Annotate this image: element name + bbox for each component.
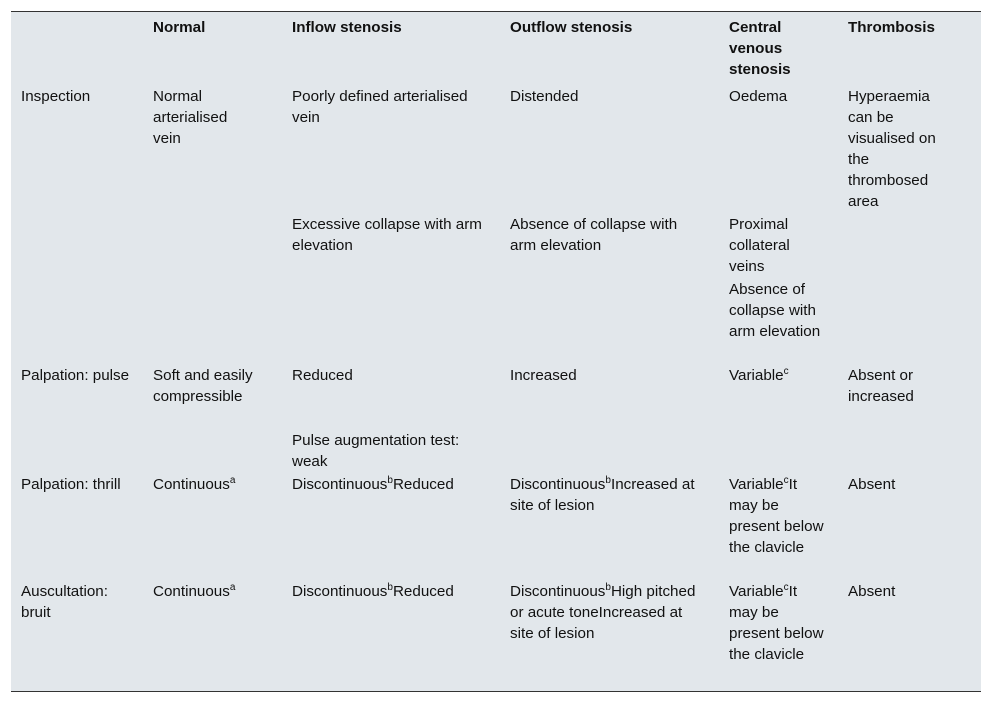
header-normal: Normal [153,19,206,36]
cell-thrill-normal: Continuous$^a$ [153,474,236,493]
cell-inspection-inflow: Poorly defined arterialised vein [292,88,468,126]
header-inflow-stenosis: Inflow stenosis [292,19,402,36]
cell-inspection-central-2: Proximal collateral veins [729,216,790,275]
footnote-a: a [229,581,236,593]
cell-inspection-outflow-2: Absence of collapse with arm elevation [510,216,678,254]
cell-inspection-outflow: Distended [510,88,579,105]
cell-pulse-central: Variable$^c$ [729,365,789,384]
footnote-c: c [783,474,789,486]
header-thrombosis: Thrombosis [848,19,935,36]
cell-thrill-outflow: Discontinuous$^b$Increased at site of lesion [510,474,695,514]
row-label-auscultation-bruit: Auscultation: bruit [21,583,108,621]
footnote-c: c [783,365,789,377]
footnote-b: b [605,581,611,593]
cell-pulse-outflow: Increased [510,367,577,384]
cell-inspection-central-3: Absence of collapse with arm elevation [729,281,821,340]
cell-bruit-normal: Continuous$^a$ [153,581,236,600]
cell-thrill-inflow: Discontinuous$^b$Reduced [292,474,454,493]
cell-pulse-inflow: Reduced [292,367,353,384]
cell-thrill-thrombosis: Absent [848,476,896,493]
cell-pulse-inflow-2: Pulse augmentation test: weak [292,432,460,470]
cell-bruit-central: Variable$^c$It may be present below the clavicle [729,581,824,663]
footnote-a: a [229,474,236,486]
cell-inspection-central: Oedema [729,88,788,105]
footnote-c: c [783,581,789,593]
row-label-palpation-thrill: Palpation: thrill [21,476,121,493]
cell-thrill-central: Variable$^c$It may be present below the clavicle [729,474,824,556]
cell-pulse-thrombosis: Absent or increased [848,367,914,405]
footnote-b: b [605,474,611,486]
header-central-venous-stenosis: Central venous stenosis [729,19,791,78]
cell-bruit-inflow: Discontinuous$^b$Reduced [292,581,454,600]
row-label-palpation-pulse: Palpation: pulse [21,367,130,384]
cell-inspection-inflow-2: Excessive collapse with arm elevation [292,216,482,254]
footnote-b: b [387,474,393,486]
cell-bruit-thrombosis: Absent [848,583,896,600]
cell-inspection-thrombosis: Hyperaemia can be visualised on the thrombosed area [848,88,936,210]
cell-inspection-normal: Normal arterialised vein [153,88,228,147]
row-label-inspection: Inspection [21,88,91,105]
cell-bruit-outflow: Discontinuous$^b$High pitched or acute toneIncreased at site of lesion [510,581,696,642]
cell-pulse-normal: Soft and easily compressible [153,367,253,405]
header-outflow-stenosis: Outflow stenosis [510,19,633,36]
footnote-b: b [387,581,393,593]
